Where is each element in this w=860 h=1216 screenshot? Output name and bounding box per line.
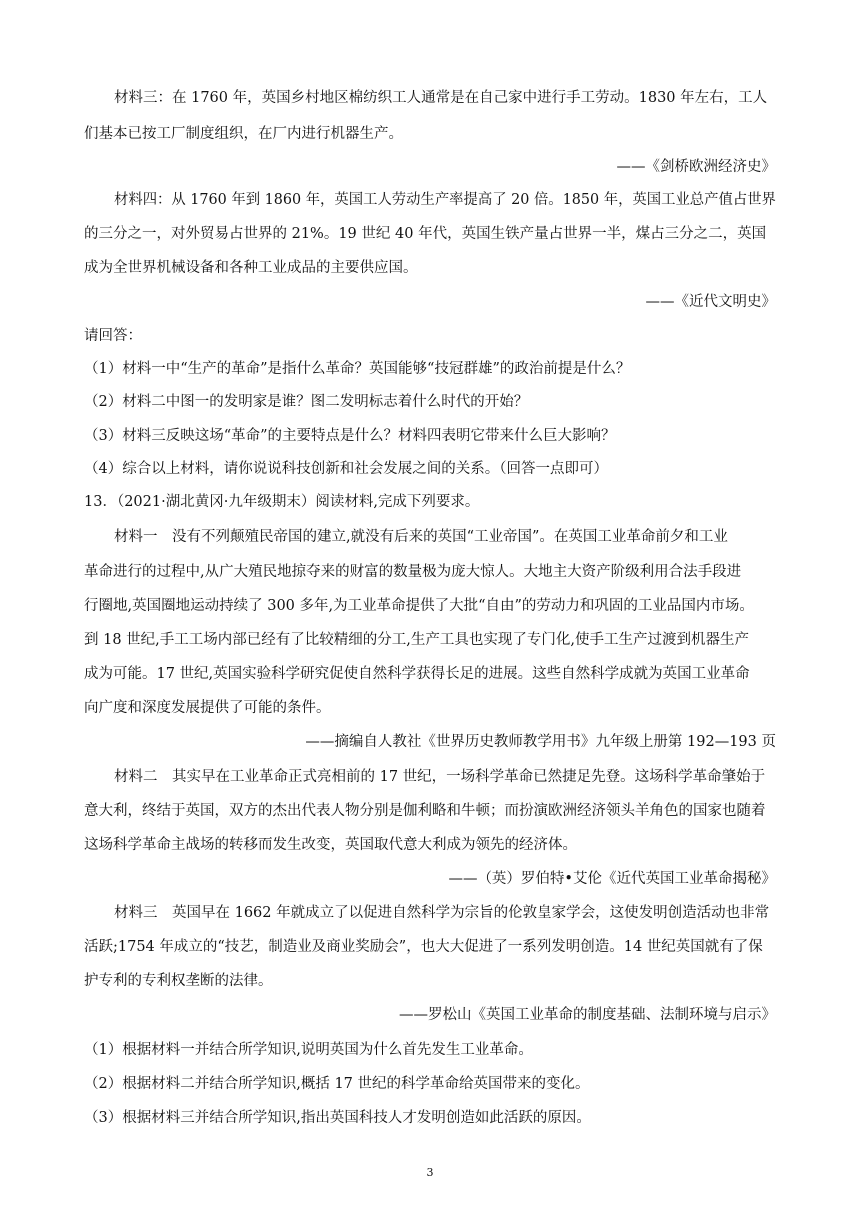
q13-material1-line-3: 行圈地,英国圈地运动持续了 300 多年,为工业革命提供了大批“自由”的劳动力和巩固的工业品国内市场。: [84, 598, 754, 614]
q13-material3-line-3: 护专利的专利权垄断的法律。: [84, 973, 273, 989]
q13-material2-line-2: 意大利，终结于英国，双方的杰出代表人物分别是伽利略和牛顿；而扮演欧洲经济领头羊角色的国家也随着: [84, 803, 766, 819]
q13-material3-line-1: 材料三 英国早在 1662 年就成立了以促进自然科学为宗旨的伦敦皇家学会，这使发明创造活动也非常: [114, 905, 770, 921]
q13-material1-line-4: 到 18 世纪,手工工场内部已经有了比较精细的分工,生产工具也实现了专门化,使手工生产过渡到机器生产: [84, 632, 749, 648]
q13-material3-line-2: 活跃;1754 年成立的“技艺，制造业及商业奖励会”，也大大促进了一系列发明创造。14 世纪英国就有了保: [84, 939, 763, 955]
q13-material1-line-2: 革命进行的过程中,从广大殖民地掠夺来的财富的数量极为庞大惊人。大地主大资产阶级利用合法手段进: [84, 564, 742, 580]
q13-material2-line-3: 这场科学革命主战场的转移而发生改变，英国取代意大利成为领先的经济体。: [84, 837, 577, 853]
material4-source: ——《近代文明史》: [645, 294, 776, 310]
q13-material2-source: ——（英）罗伯特•艾伦《近代英国工业革命揭秘》: [448, 871, 776, 887]
material3-line-2: 们基本已按工厂制度组织，在厂内进行机器生产。: [84, 126, 403, 142]
q13-material2-line-1: 材料二 其实早在工业革命正式亮相前的 17 世纪，一场科学革命已然捷足先登。这场科学革命肇始于: [114, 769, 766, 785]
question-12-1: （1）材料一中“生产的革命”是指什么革命？英国能够“技冠群雄”的政治前提是什么？: [84, 361, 631, 377]
q13-material1-line-6: 向广度和深度发展提供了可能的条件。: [84, 700, 331, 716]
question-13-3: （3）根据材料三并结合所学知识,指出英国科技人才发明创造如此活跃的原因。: [84, 1110, 591, 1126]
question-13-2: （2）根据材料二并结合所学知识,概括 17 世纪的科学革命给英国带来的变化。: [84, 1076, 590, 1092]
question-13-header: 13．（2021·湖北黄冈·九年级期末）阅读材料,完成下列要求。: [84, 494, 480, 510]
material4-line-3: 成为全世界机械设备和各种工业成品的主要供应国。: [84, 260, 418, 276]
material3-source: ——《剑桥欧洲经济史》: [616, 159, 776, 175]
question-13-1: （1）根据材料一并结合所学知识,说明英国为什么首先发生工业革命。: [84, 1042, 533, 1058]
material3-line-1: 材料三：在 1760 年，英国乡村地区棉纺织工人通常是在自己家中进行手工劳动。1830 年左右，工人: [114, 90, 768, 106]
answer-prompt: 请回答：: [84, 328, 142, 344]
page-number: 3: [426, 1166, 434, 1179]
question-12-4: （4）综合以上材料，请你说说科技创新和社会发展之间的关系。（回答一点即可）: [84, 461, 608, 477]
material4-line-2: 的三分之一，对外贸易占世界的 21%。19 世纪 40 年代，英国生铁产量占世界一半，煤占三分之二，英国: [84, 226, 767, 242]
material4-line-1: 材料四：从 1760 年到 1860 年，英国工人劳动生产率提高了 20 倍。1850 年，英国工业总产值占世界: [114, 192, 776, 208]
q13-material1-source: ——摘编自人教社《世界历史教师教学用书》九年级上册第 192—193 页: [305, 734, 776, 750]
question-12-2: （2）材料二中图一的发明家是谁？图二发明标志着什么时代的开始？: [84, 394, 529, 410]
q13-material1-line-5: 成为可能。17 世纪,英国实验科学研究促使自然科学获得长足的进展。这些自然科学成就为英国工业革命: [84, 666, 750, 682]
q13-material1-line-1: 材料一 没有不列颠殖民帝国的建立,就没有后来的英国“工业帝国”。在英国工业革命前夕和工业: [114, 529, 728, 545]
question-12-3: （3）材料三反映这场“革命”的主要特点是什么？材料四表明它带来什么巨大影响？: [84, 428, 616, 444]
q13-material3-source: ——罗松山《英国工业革命的制度基础、法制环境与启示》: [399, 1007, 776, 1023]
